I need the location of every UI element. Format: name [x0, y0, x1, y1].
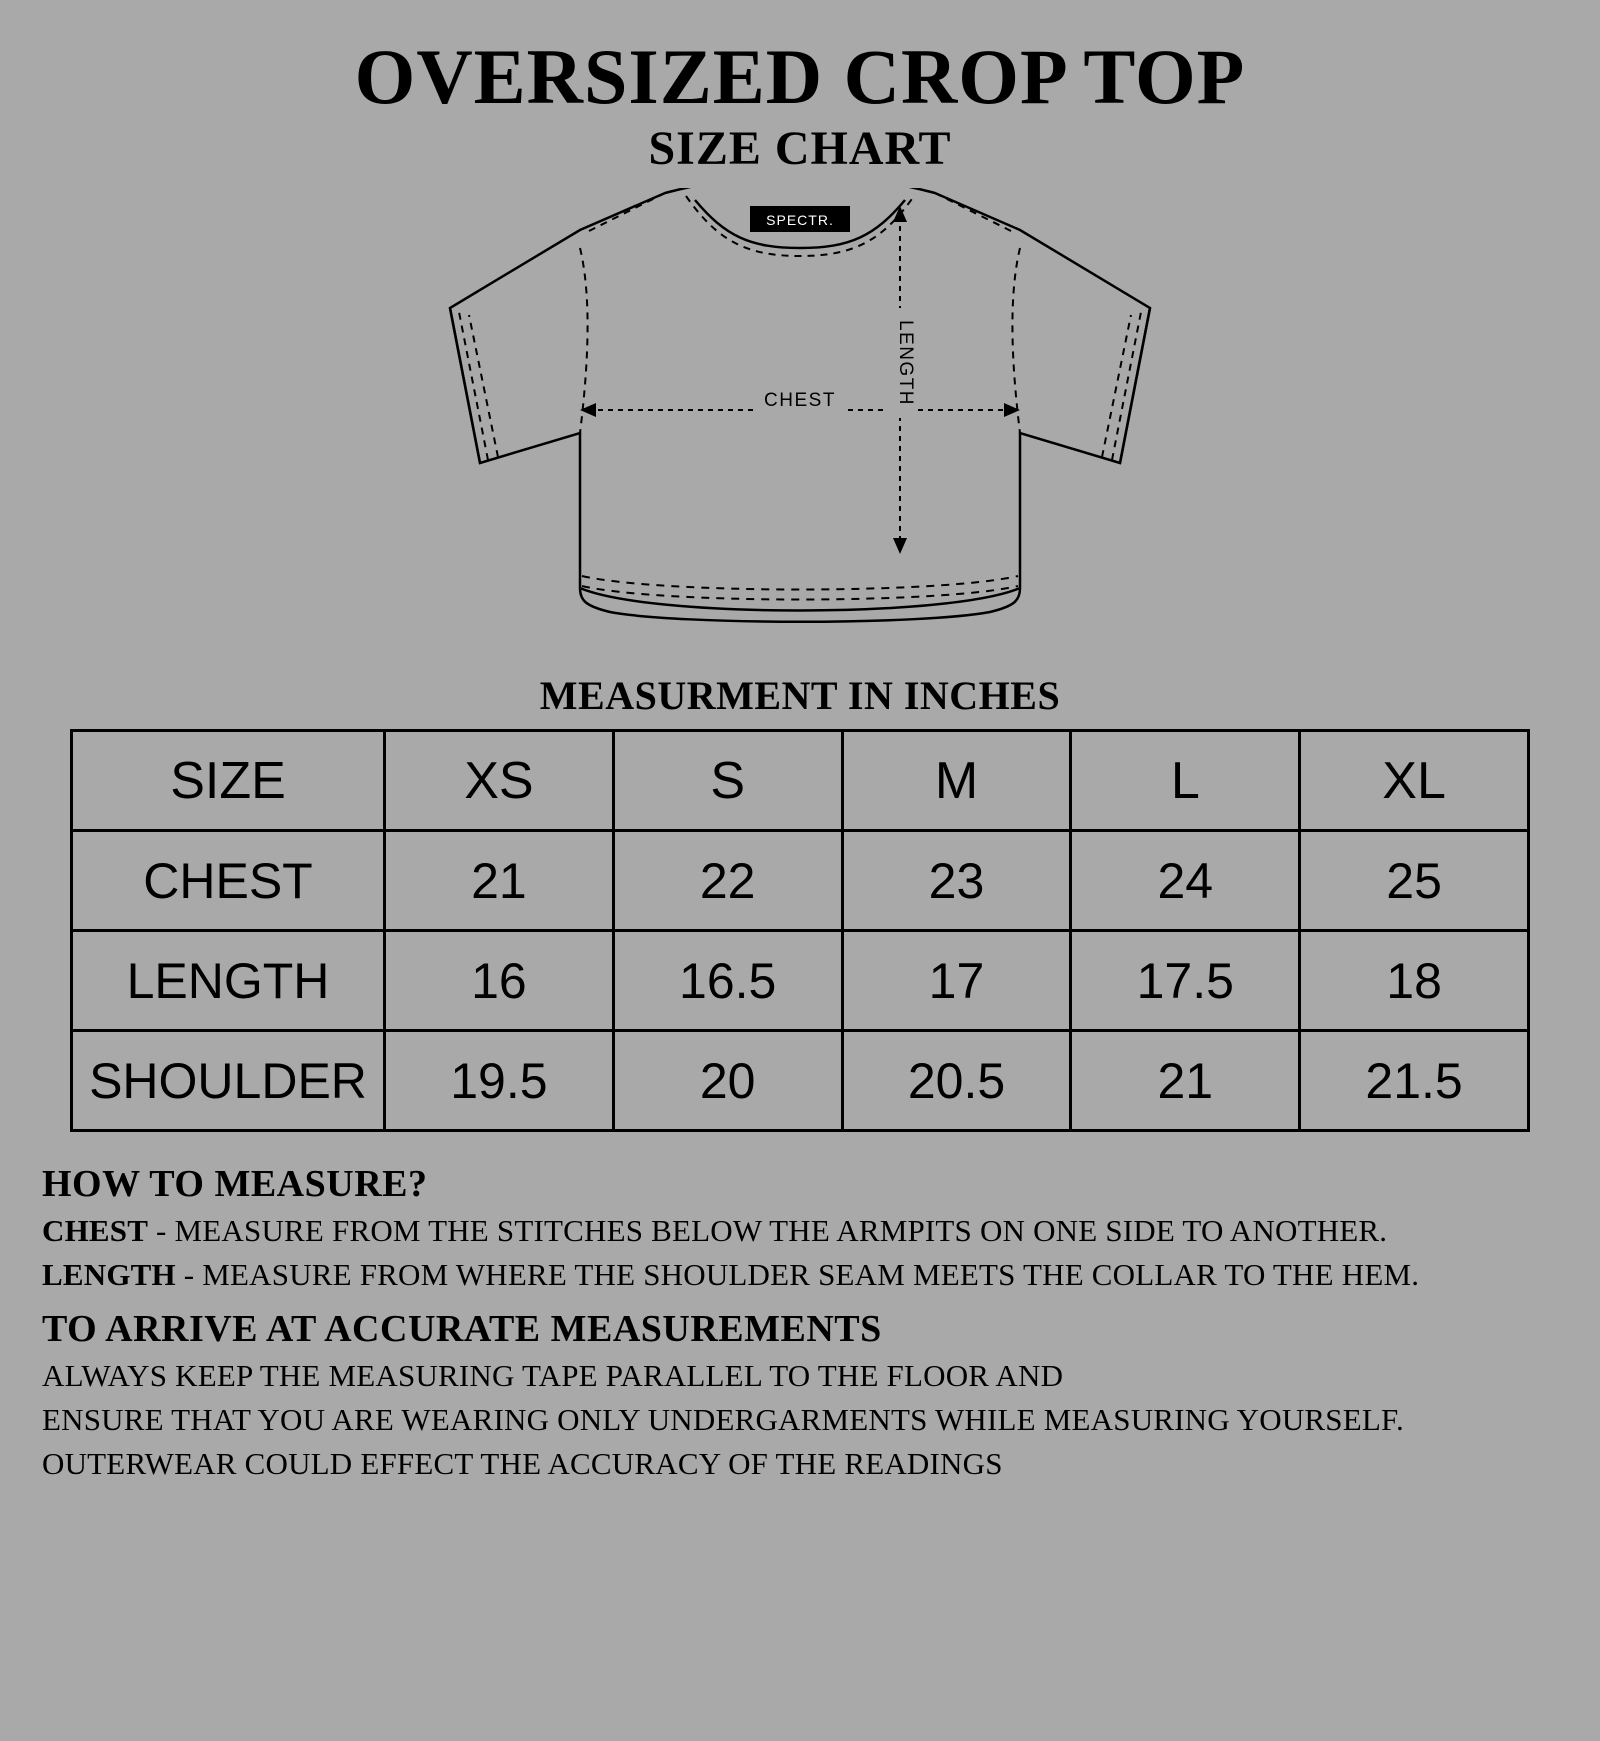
- table-header-l: L: [1071, 731, 1300, 831]
- how-chest-lead: CHEST: [42, 1213, 149, 1249]
- crop-top-technical-drawing: [320, 188, 1280, 648]
- table-header-row: [72, 731, 1529, 831]
- table-row: [72, 1031, 1529, 1131]
- page-title: OVERSIZED CROP TOP: [354, 33, 1246, 120]
- accurate-line-3: OUTERWEAR COULD EFFECT THE ACCURACY OF THE READINGS: [42, 1445, 1003, 1481]
- how-to-measure-title: HOW TO MEASURE?: [42, 1163, 428, 1206]
- garment-illustration: [0, 188, 1600, 658]
- chest-label: CHEST: [764, 390, 836, 412]
- cell-shoulder-l: 21: [1071, 1031, 1300, 1131]
- table-row: [72, 831, 1529, 931]
- cell-length-m: 17: [842, 931, 1071, 1031]
- how-to-measure-length: [42, 1257, 1558, 1294]
- cell-length-s: 16.5: [613, 931, 842, 1031]
- table-header-s: S: [613, 731, 842, 831]
- row-label-length: LENGTH: [72, 931, 385, 1031]
- measurement-units-heading: MEASURMENT IN INCHES: [539, 673, 1061, 719]
- row-label-chest: CHEST: [72, 831, 385, 931]
- how-to-measure-chest: [42, 1213, 1558, 1250]
- cell-length-xl: 18: [1300, 931, 1529, 1031]
- cell-length-l: 17.5: [1071, 931, 1300, 1031]
- accurate-measurements-title: TO ARRIVE AT ACCURATE MEASUREMENTS: [42, 1308, 882, 1351]
- accurate-line-1: ALWAYS KEEP THE MEASURING TAPE PARALLEL TO THE FLOOR AND: [42, 1358, 1064, 1394]
- accurate-line-2: ENSURE THAT YOU ARE WEARING ONLY UNDERGARMENTS WHILE MEASURING YOURSELF.: [42, 1402, 1404, 1438]
- cell-chest-xl: 25: [1300, 831, 1529, 931]
- row-label-shoulder: SHOULDER: [72, 1031, 385, 1131]
- cell-length-xs: 16: [385, 931, 614, 1031]
- cell-shoulder-xl: 21.5: [1300, 1031, 1529, 1131]
- table-header-xs: XS: [385, 731, 614, 831]
- how-length-lead: LENGTH: [42, 1256, 176, 1292]
- brand-tag-label: SPECTR.: [766, 212, 834, 229]
- size-table-wrapper: [0, 729, 1600, 1132]
- cell-shoulder-s: 20: [613, 1031, 842, 1131]
- measuring-instructions: [0, 1132, 1600, 1482]
- how-length-text: - MEASURE FROM WHERE THE SHOULDER SEAM MEETS THE COLLAR TO THE HEM.: [175, 1256, 1420, 1292]
- size-table: [70, 729, 1530, 1132]
- page-subtitle: SIZE CHART: [648, 121, 952, 175]
- cell-chest-xs: 21: [385, 831, 614, 931]
- length-label: LENGTH: [895, 320, 916, 407]
- table-header-size: SIZE: [72, 731, 385, 831]
- table-header-xl: XL: [1300, 731, 1529, 831]
- table-header-m: M: [842, 731, 1071, 831]
- cell-chest-l: 24: [1071, 831, 1300, 931]
- table-row: [72, 931, 1529, 1031]
- how-chest-text: - MEASURE FROM THE STITCHES BELOW THE ARMPITS ON ONE SIDE TO ANOTHER.: [148, 1213, 1388, 1249]
- cell-chest-s: 22: [613, 831, 842, 931]
- cell-chest-m: 23: [842, 831, 1071, 931]
- cell-shoulder-m: 20.5: [842, 1031, 1071, 1131]
- cell-shoulder-xs: 19.5: [385, 1031, 614, 1131]
